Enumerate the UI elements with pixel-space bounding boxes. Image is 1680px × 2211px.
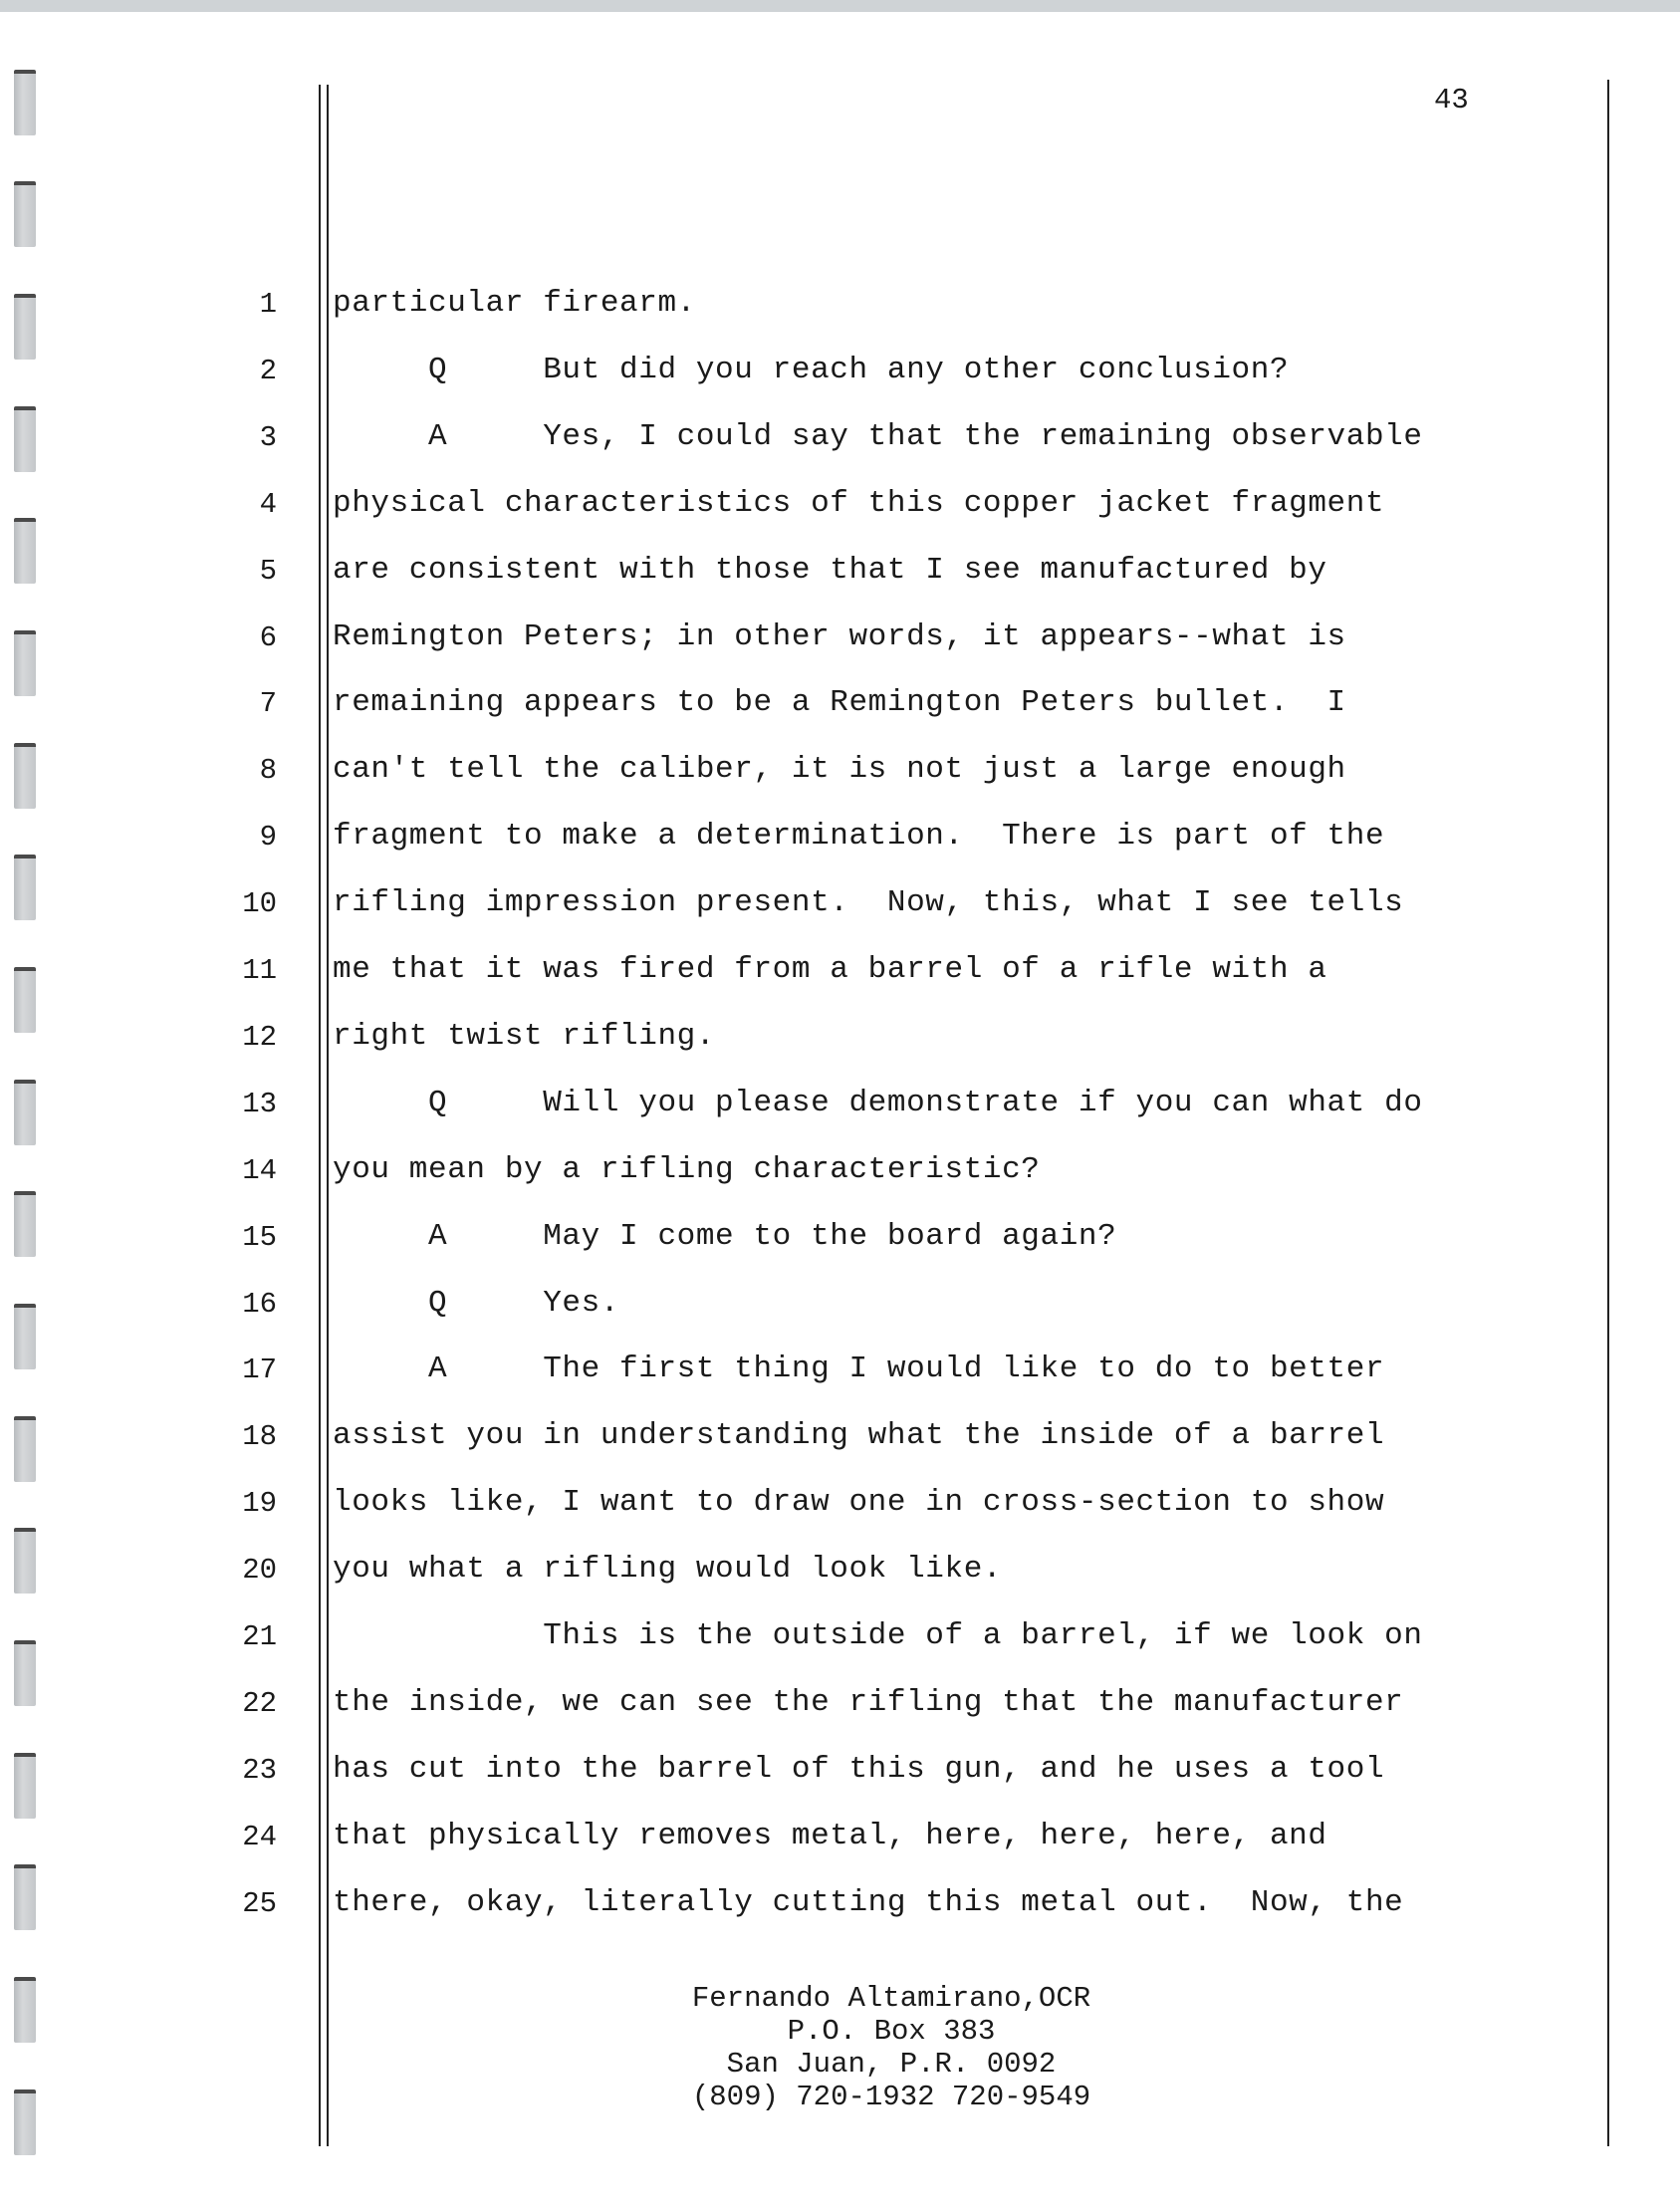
reporter-phone: (809) 720-1932 720-9549 — [691, 2081, 1091, 2113]
line-number: 7 — [259, 687, 277, 721]
transcript-line — [0, 1017, 1680, 1067]
transcript-line — [0, 1683, 1680, 1733]
line-text: assist you in understanding what the inside of a barrel — [333, 1418, 1385, 1454]
transcript-line — [0, 1416, 1680, 1466]
line-number: 3 — [259, 420, 277, 454]
transcript-line — [0, 1817, 1680, 1866]
transcript-line — [0, 1284, 1680, 1334]
line-number: 13 — [242, 1087, 277, 1120]
line-number: 4 — [259, 487, 277, 521]
line-number: 21 — [242, 1620, 277, 1653]
transcript-line — [0, 950, 1680, 1000]
line-text: physical characteristics of this copper jacket fragment — [333, 485, 1385, 521]
line-number: 25 — [242, 1886, 277, 1920]
line-number: 12 — [242, 1020, 277, 1054]
binder-hole — [14, 181, 36, 247]
transcript-line — [0, 683, 1680, 733]
line-number: 9 — [259, 821, 277, 855]
line-text: that physically removes metal, here, here, here, and — [333, 1818, 1327, 1853]
line-text: right twist rifling. — [333, 1018, 716, 1054]
scan-top-edge — [0, 0, 1680, 12]
line-number: 23 — [242, 1753, 277, 1787]
line-text: looks like, I want to draw one in cross-section to show — [333, 1485, 1385, 1521]
transcript-line — [0, 417, 1680, 467]
transcript-line — [0, 750, 1680, 800]
binder-hole — [14, 70, 36, 135]
line-text: A Yes, I could say that the remaining observable — [333, 418, 1423, 454]
reporter-footer — [558, 1982, 1225, 2113]
reporter-name: Fernando Altamirano,OCR — [691, 1982, 1091, 2015]
line-text: the inside, we can see the rifling that the manufacturer — [333, 1684, 1404, 1720]
transcript-line — [0, 883, 1680, 933]
line-number: 20 — [242, 1554, 277, 1588]
line-text: Remington Peters; in other words, it appears--what is — [333, 618, 1346, 654]
line-number: 1 — [259, 288, 277, 321]
line-number: 5 — [259, 554, 277, 588]
binder-hole — [14, 1977, 36, 2043]
line-text: you mean by a rifling characteristic? — [333, 1151, 1041, 1187]
line-number: 18 — [242, 1420, 277, 1454]
line-text: remaining appears to be a Remington Peters bullet. I — [333, 685, 1346, 721]
line-number: 15 — [242, 1220, 277, 1254]
transcript-line — [0, 1550, 1680, 1599]
transcript-line — [0, 1616, 1680, 1666]
line-number: 16 — [242, 1287, 277, 1321]
transcript-line — [0, 1084, 1680, 1133]
transcript-line — [0, 1883, 1680, 1933]
line-text: you what a rifling would look like. — [333, 1552, 1003, 1588]
line-text: there, okay, literally cutting this metal out. Now, the — [333, 1884, 1404, 1920]
transcript-line — [0, 617, 1680, 667]
transcript-line — [0, 551, 1680, 601]
line-text: has cut into the barrel of this gun, and he uses a tool — [333, 1751, 1385, 1787]
line-number: 11 — [242, 954, 277, 987]
line-text: particular firearm. — [333, 286, 696, 321]
line-number: 24 — [242, 1820, 277, 1853]
line-text: A The first thing I would like to do to better — [333, 1351, 1385, 1387]
line-number: 17 — [242, 1353, 277, 1387]
line-text: rifling impression present. Now, this, what I see tells — [333, 885, 1404, 921]
reporter-po-box: P.O. Box 383 — [787, 2015, 996, 2048]
line-text: me that it was fired from a barrel of a rifle with a — [333, 952, 1327, 987]
line-number: 14 — [242, 1153, 277, 1187]
line-number: 10 — [242, 887, 277, 921]
transcript-line — [0, 1350, 1680, 1399]
line-text: are consistent with those that I see manufactured by — [333, 552, 1327, 588]
transcript-line — [0, 1150, 1680, 1200]
line-text: This is the outside of a barrel, if we look on — [333, 1618, 1423, 1653]
line-text: fragment to make a determination. There is part of the — [333, 819, 1385, 855]
line-text: Q But did you reach any other conclusion? — [333, 352, 1290, 387]
transcript-line — [0, 484, 1680, 534]
line-text: A May I come to the board again? — [333, 1218, 1117, 1254]
line-text: Q Yes. — [333, 1285, 620, 1321]
line-number: 8 — [259, 754, 277, 788]
transcript-line — [0, 284, 1680, 334]
transcript-line — [0, 1750, 1680, 1800]
line-text: Q Will you please demonstrate if you can what do — [333, 1085, 1423, 1120]
transcript-line — [0, 1217, 1680, 1267]
transcript-line — [0, 351, 1680, 400]
line-number: 2 — [259, 354, 277, 387]
binder-hole — [14, 2089, 36, 2155]
reporter-city: San Juan, P.R. 0092 — [726, 2048, 1057, 2081]
line-number: 19 — [242, 1487, 277, 1521]
line-number: 22 — [242, 1686, 277, 1720]
transcript-line — [0, 817, 1680, 866]
line-text: can't tell the caliber, it is not just a large enough — [333, 752, 1346, 788]
transcript-line — [0, 1483, 1680, 1533]
line-number: 6 — [259, 620, 277, 654]
page-number: 43 — [1434, 84, 1469, 117]
